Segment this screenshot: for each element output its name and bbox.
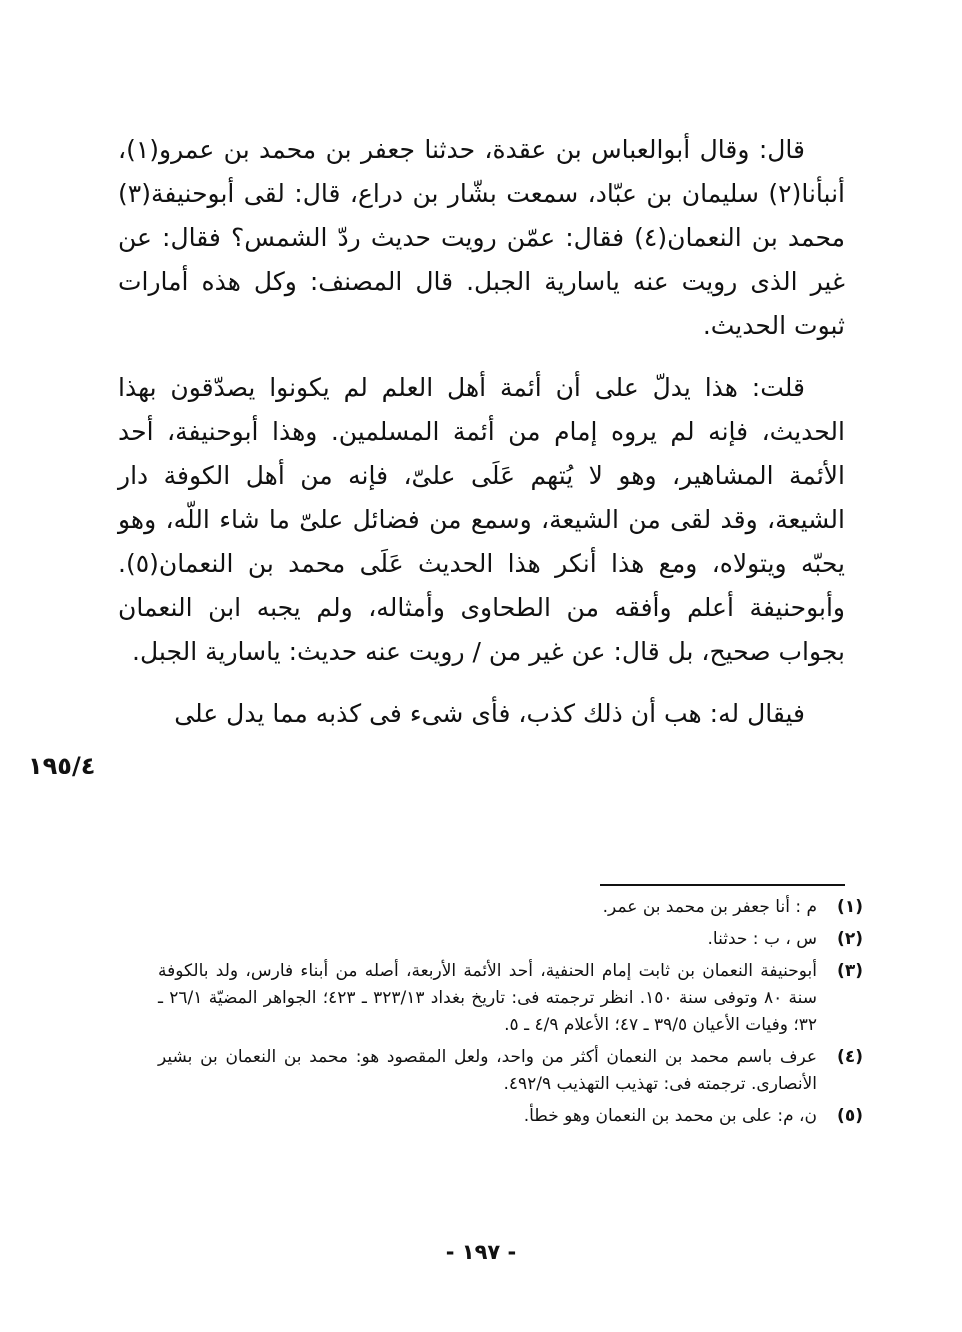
footnote-item	[158, 894, 863, 921]
footnote-item	[158, 926, 863, 953]
paragraph: قال: وقال أبوالعباس بن عقدة، حدثنا جعفر بن محمد بن عمرو(١)، أنبأنا(٢) سليمان بن عبّاد، سمعت بشّار بن دراع، قال: لقى أبوحنيفة(٣) محمد بن النعمان(٤) فقال: عمّن رويت حديث ردّ الشمس؟ فقال: عن غير الذى رويت عنه ياسارية الجبل. قال المصنف: وكل هذه أمارات ثبوت الحديث.	[118, 135, 845, 340]
margin-reference: ١٩٥/٤	[28, 752, 96, 780]
footnote-marker: (١)	[837, 897, 863, 917]
footnote-text: س ، ب : حدثنا.	[707, 929, 817, 949]
footnote-item	[158, 958, 863, 1039]
footnote-marker: (٥)	[837, 1106, 863, 1126]
footnote-text: عرف باسم محمد بن النعمان أكثر من واحد، ولعل المقصود هو: محمد بن النعمان بن بشير الأنصارى. ترجمته فى: تهذيب التهذيب ٤٩٢/٩.	[158, 1047, 817, 1094]
page-number: - ١٩٧ -	[445, 1240, 517, 1264]
footnote-text: م : أنا جعفر بن محمد بن عمر.	[602, 897, 817, 917]
footnote-item	[158, 1044, 863, 1098]
footnote-item	[158, 1103, 863, 1130]
paragraph: فيقال له: هب أن ذلك كذب، فأى شىء فى كذبه مما يدل على	[174, 699, 805, 728]
footnote-text: ن، م: على بن محمد بن النعمان وهو خطأ.	[523, 1106, 817, 1126]
paragraph: قلت: هذا يدلّ على أن أئمة أهل العلم لم يكونوا يصدّقون بهذا الحديث، فإنه لم يروه إمام من أئمة المسلمين. وهذا أبوحنيفة، أحد الأئمة المشاهير، وهو لا يُتهم عَلَى علىّ، فإنه من أهل الكوفة دار الشيعة، وقد لقى من الشيعة، وسمع من فضائل علىّ ما شاء اللّه، وهو يحبّه ويتولاه، ومع هذا أنكر هذا الحديث عَلَى محمد بن النعمان(٥). وأبوحنيفة أعلم وأفقه من الطحاوى وأمثاله، ولم يجبه ابن النعمان بجواب صحيح، بل قال: عن غير من / رويت عنه حديث: ياسارية الجبل.	[118, 373, 845, 666]
main-text	[118, 128, 845, 736]
footnotes	[158, 894, 863, 1135]
footnote-text: أبوحنيفة النعمان بن ثابت إمام الحنفية، أحد الأئمة الأربعة، أصله من أبناء فارس، ولد بالكوفة سنة ٨٠ وتوفى سنة ١٥٠. انظر ترجمته فى: تاريخ بغداد ٣٢٣/١٣ ـ ٤٢٣؛ الجواهر المضيّة ٢٦/١ ـ ٣٢؛ وفيات الأعيان ٣٩/٥ ـ ٤٧؛ الأعلام ٤/٩ ـ ٥.	[158, 961, 817, 1035]
footnote-marker: (٤)	[837, 1047, 863, 1067]
footnote-marker: (٣)	[837, 961, 863, 981]
footnote-marker: (٢)	[837, 929, 863, 949]
footnote-separator	[600, 884, 845, 886]
